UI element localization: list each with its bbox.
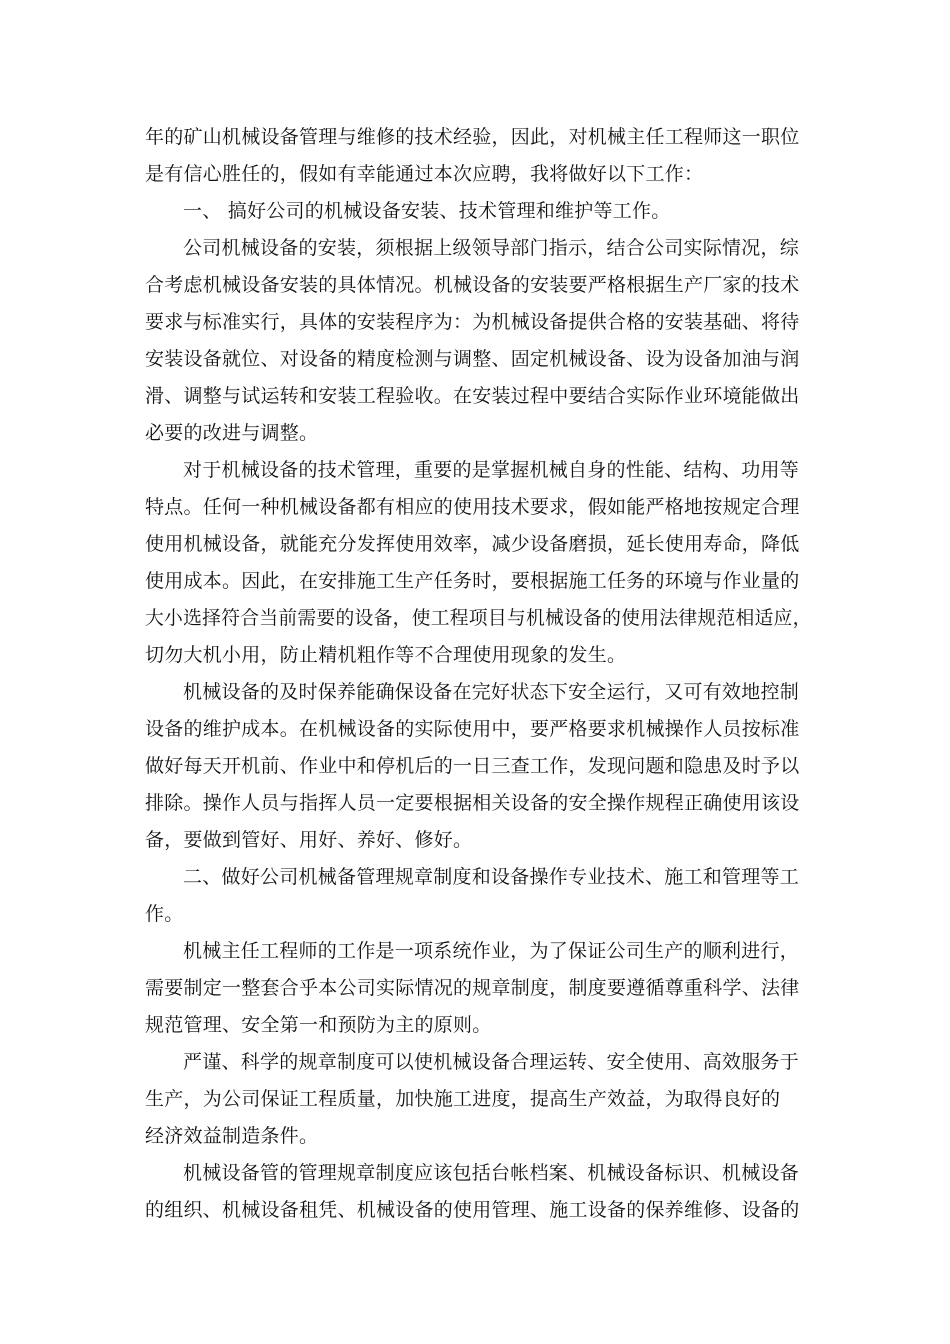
text-line: 要求与标准实行，具体的安装程序为：为机械设备提供合格的安装基础、将待 bbox=[145, 311, 800, 333]
paragraph-first-line: 公司机械设备的安装，须根据上级领导部门指示，结合公司实际情况，综 bbox=[183, 237, 800, 259]
text-line: 规范管理、安全第一和预防为主的原则。 bbox=[145, 1014, 492, 1036]
text-line: 作。 bbox=[145, 903, 184, 925]
text-line: 大小选择符合当前需要的设备，使工程项目与机械设备的使用法律规范相适应， bbox=[145, 608, 812, 629]
text-line: 特点。任何一种机械设备都有相应的使用技术要求，假如能严格地按规定合理 bbox=[145, 496, 800, 518]
text-line: 滑、调整与试运转和安装工程验收。在安装过程中要结合实际作业环境能做出 bbox=[145, 385, 800, 407]
text-line: 需要制定一整套合乎本公司实际情况的规章制度，制度要遵循尊重科学、法律 bbox=[145, 977, 800, 999]
paragraph-first-line: 严谨、科学的规章制度可以使机械设备合理运转、安全使用、高效服务于 bbox=[183, 1051, 800, 1073]
text-line: 安装设备就位、对设备的精度检测与调整、固定机械设备、设为设备加油与润 bbox=[145, 348, 800, 370]
text-line: 必要的改进与调整。 bbox=[145, 422, 319, 444]
section-heading-1: 一、 搞好公司的机械设备安装、技术管理和维护等工作。 bbox=[183, 200, 671, 222]
text-line: 年的矿山机械设备管理与维修的技术经验，因此，对机械主任工程师这一职位 bbox=[145, 126, 800, 148]
text-line: 切勿大机小用，防止精机粗作等不合理使用现象的发生。 bbox=[145, 644, 627, 666]
text-line: 备，要做到管好、用好、养好、修好。 bbox=[145, 829, 473, 851]
text-line: 是有信心胜任的，假如有幸能通过本次应聘，我将做好以下工作： bbox=[145, 163, 704, 185]
paragraph-first-line: 机械主任工程师的工作是一项系统作业，为了保证公司生产的顺利进行， bbox=[183, 940, 800, 962]
text-line: 设备的维护成本。在机械设备的实际使用中，要严格要求机械操作人员按标准 bbox=[145, 718, 800, 740]
section-heading-2: 二、做好公司机械备管理规章制度和设备操作专业技术、施工和管理等工 bbox=[183, 866, 800, 888]
document-body bbox=[145, 119, 812, 1229]
text-line: 经济效益制造条件。 bbox=[145, 1125, 319, 1147]
text-line: 生产，为公司保证工程质量，加快施工进度，提高生产效益，为取得良好的 bbox=[145, 1088, 781, 1110]
text-line: 使用机械设备，就能充分发挥使用效率，减少设备磨损，延长使用寿命，降低 bbox=[145, 533, 800, 555]
paragraph-first-line: 机械设备管的管理规章制度应该包括台帐档案、机械设备标识、机械设备 bbox=[183, 1162, 800, 1184]
text-line: 使用成本。因此，在安排施工生产任务时，要根据施工任务的环境与作业量的 bbox=[145, 570, 800, 592]
paragraph-first-line: 机械设备的及时保养能确保设备在完好状态下安全运行，又可有效地控制 bbox=[183, 681, 800, 703]
text-line: 的组织、机械设备租凭、机械设备的使用管理、施工设备的保养维修、设备的 bbox=[145, 1199, 800, 1221]
text-line: 合考虑机械设备安装的具体情况。机械设备的安装要严格根据生产厂家的技术 bbox=[145, 274, 800, 296]
text-line: 排除。操作人员与指挥人员一定要根据相关设备的安全操作规程正确使用该设 bbox=[145, 792, 800, 814]
text-line: 做好每天开机前、作业中和停机后的一日三查工作，发现问题和隐患及时予以 bbox=[145, 755, 800, 777]
paragraph-first-line: 对于机械设备的技术管理，重要的是掌握机械自身的性能、结构、功用等 bbox=[183, 459, 800, 481]
